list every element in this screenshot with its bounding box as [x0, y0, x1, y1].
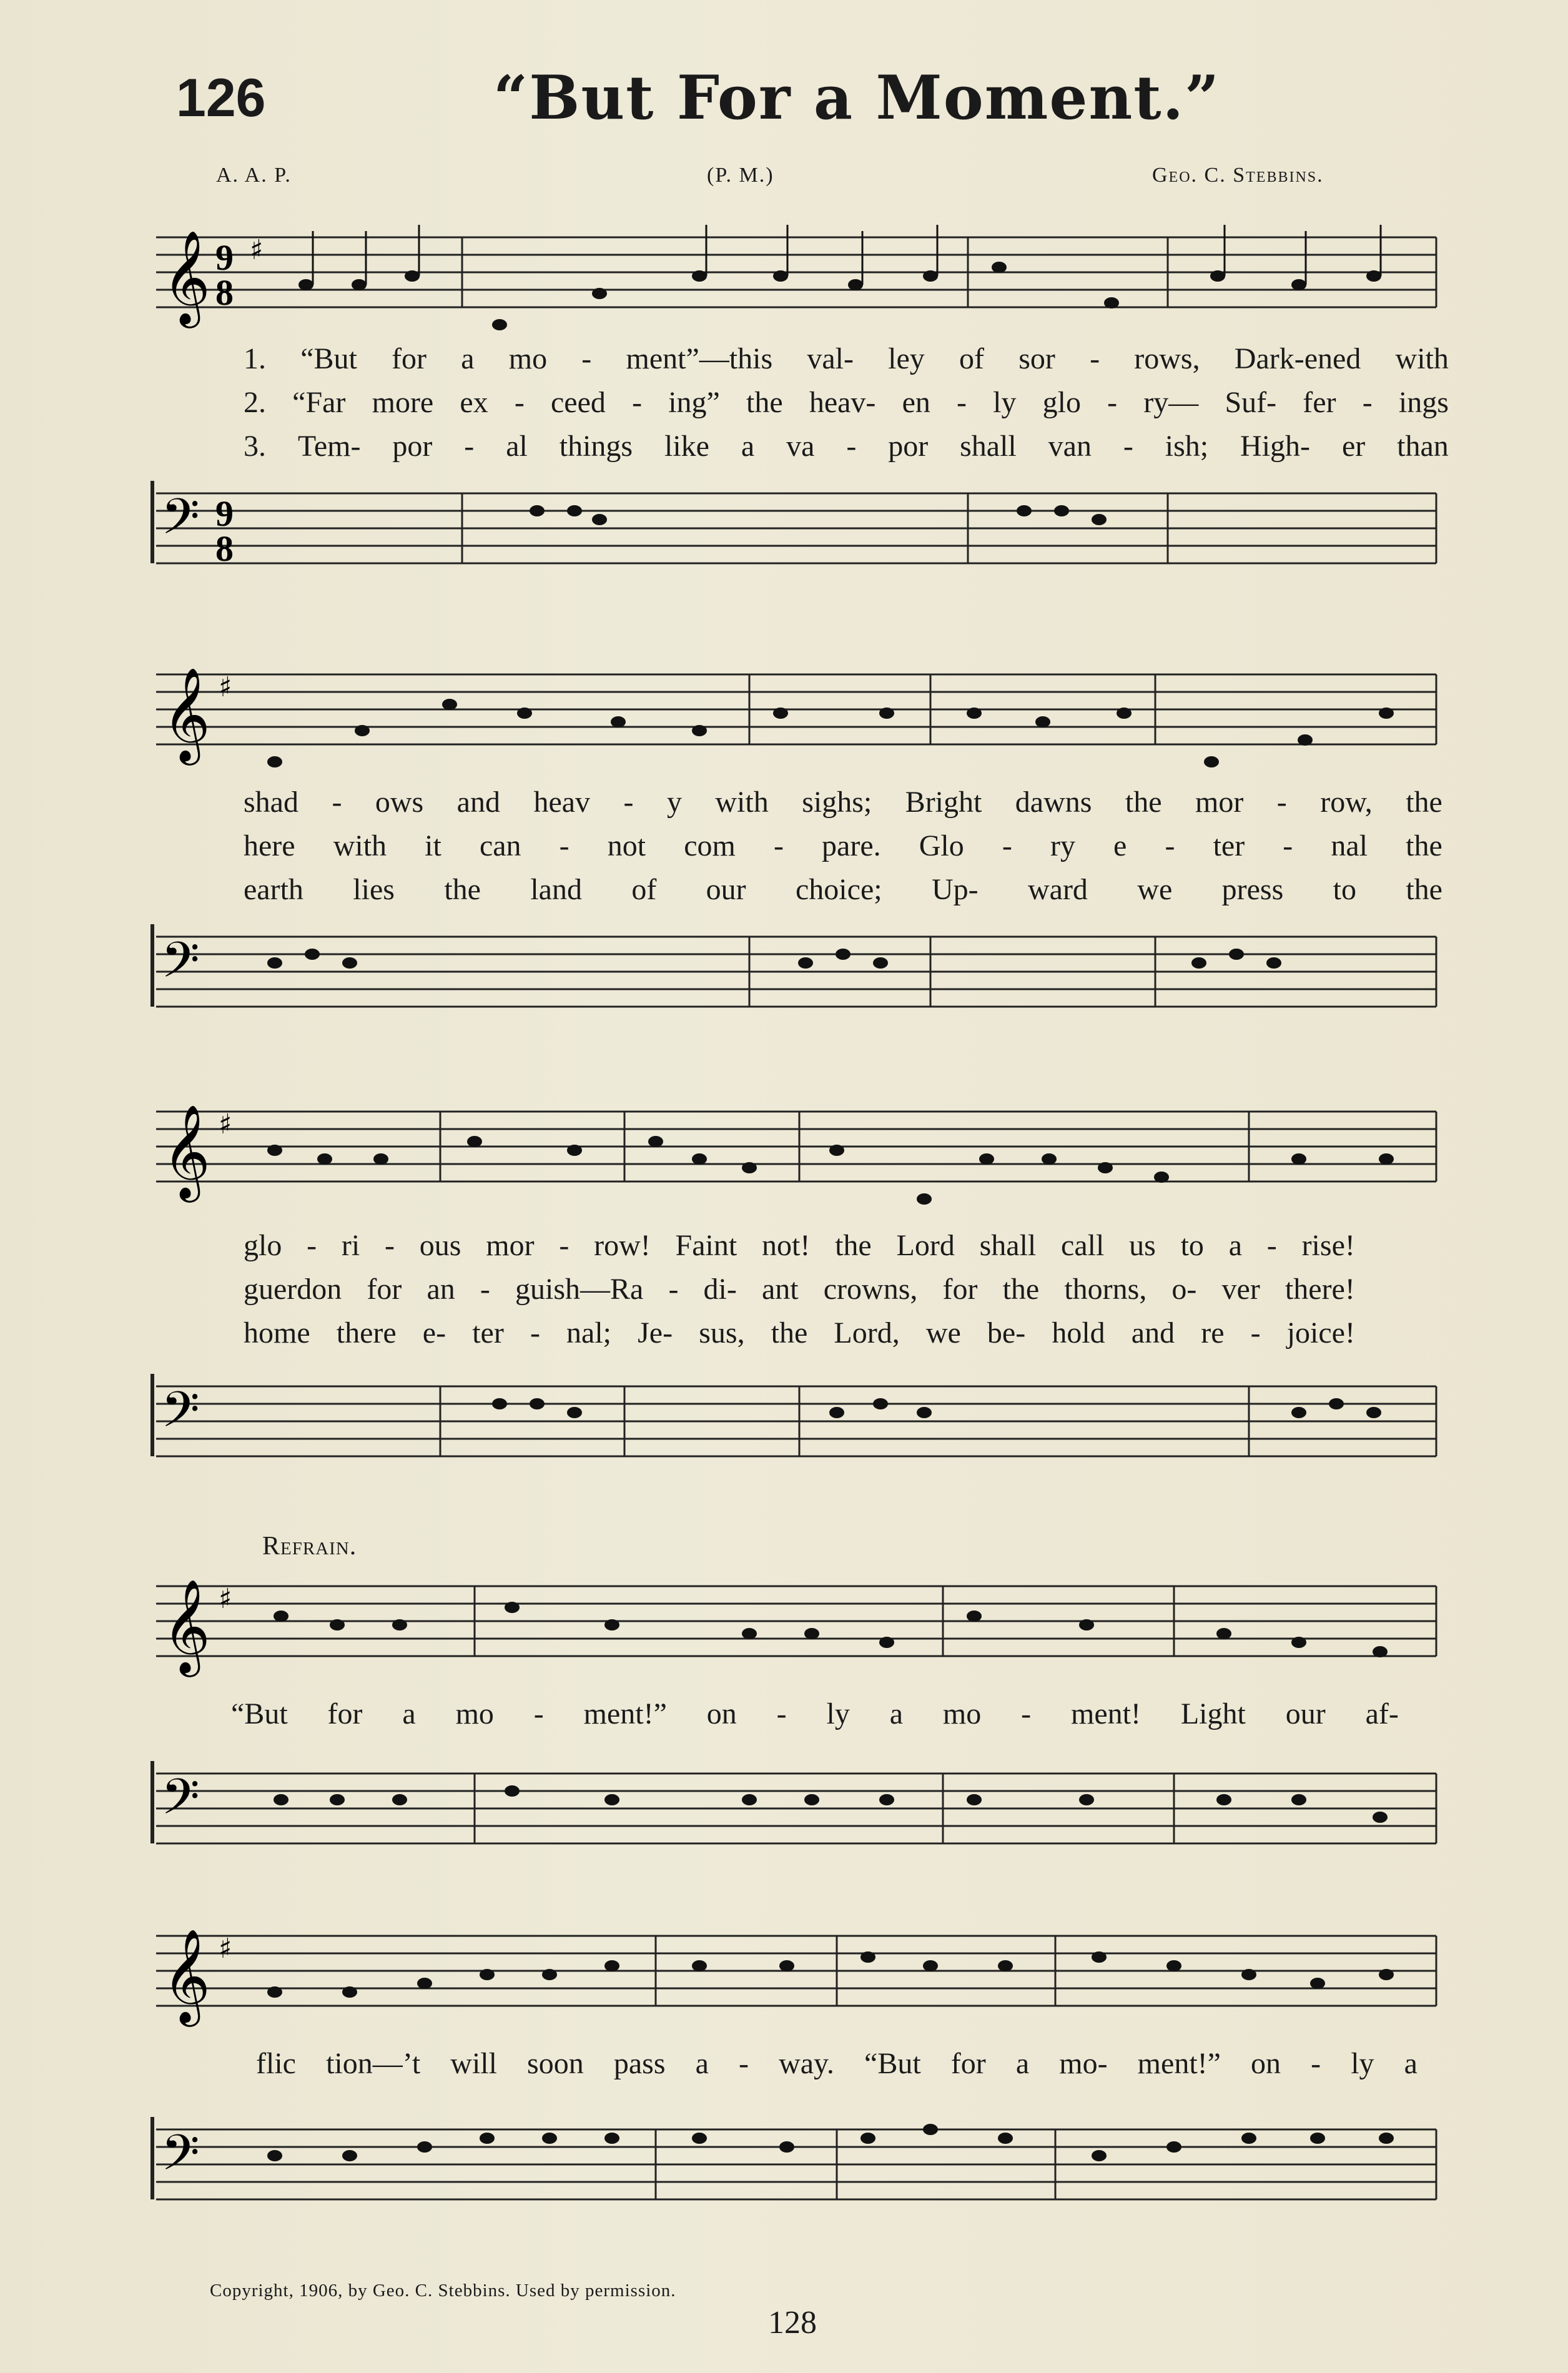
lyric-syllable: heav- — [809, 386, 876, 419]
lyric-syllable: ly — [993, 386, 1017, 419]
lyric-syllable: - — [1090, 342, 1100, 375]
lyric-syllable: a — [741, 430, 755, 463]
lyric-syllable: guerdon — [244, 1273, 342, 1306]
lyric-syllable: the — [1406, 829, 1442, 862]
lyric-syllable: shall — [960, 430, 1017, 463]
treble-staff — [150, 225, 1442, 343]
bass-staff — [150, 2117, 1442, 2229]
lyric-syllable: - — [1250, 1316, 1261, 1349]
lyric-syllable: - — [385, 1229, 395, 1262]
lyric-syllable: shall — [979, 1229, 1037, 1262]
lyric-syllable: rise! — [1301, 1229, 1355, 1262]
lyric-syllable: sor — [1018, 342, 1055, 375]
lyric-syllable: a — [695, 2047, 709, 2080]
lyric-syllable: us — [1129, 1229, 1156, 1262]
lyric-syllable: Lord — [896, 1229, 955, 1262]
lyric-syllable: - — [480, 1273, 490, 1306]
music-system-1 — [150, 212, 1449, 612]
treble-clef-icon: 𝄞 — [162, 1928, 210, 2023]
lyric-syllable: - — [464, 430, 475, 463]
lyric-syllable: not! — [761, 1229, 811, 1262]
lyric-syllable: - — [1021, 1697, 1032, 1730]
refrain-lyrics — [231, 1692, 1399, 1736]
lyric-syllable: “But — [300, 342, 357, 375]
bass-staff — [150, 924, 1442, 1037]
lyric-syllable: 2. — [244, 386, 266, 419]
bass-staff — [150, 1761, 1442, 1873]
lyric-syllable: - — [776, 1697, 787, 1730]
lyric-syllable: Bright — [905, 786, 982, 819]
lyric-syllable: mo — [942, 1697, 982, 1730]
lyric-syllable: - — [1002, 829, 1012, 862]
lyric-syllable: of — [631, 873, 657, 906]
verse-lyrics — [244, 337, 1449, 468]
lyric-syllable: of — [959, 342, 984, 375]
svg-text:♯: ♯ — [219, 1933, 232, 1965]
lyric-syllable: - — [514, 386, 525, 419]
lyric-syllable: mo — [508, 342, 548, 375]
lyric-syllable: Up- — [931, 873, 979, 906]
lyric-syllable: di- — [703, 1273, 737, 1306]
lyric-syllable: en — [902, 386, 930, 419]
lyric-syllable: High- — [1240, 430, 1311, 463]
lyric-syllable: press — [1221, 873, 1284, 906]
lyric-syllable: lies — [353, 873, 395, 906]
lyric-syllable: ly — [1351, 2047, 1374, 2080]
page-number: 128 — [768, 2305, 817, 2341]
lyric-syllable: soon — [527, 2047, 584, 2080]
lyric-syllable: here — [244, 829, 295, 862]
lyric-syllable: val- — [807, 342, 854, 375]
bass-staff — [150, 1374, 1442, 1486]
lyric-syllable: - — [668, 1273, 679, 1306]
lyric-syllable: tion—’t — [326, 2047, 421, 2080]
lyric-syllable: - — [1311, 2047, 1321, 2080]
lyric-syllable: hold — [1052, 1316, 1105, 1349]
lyric-syllable: our — [1285, 1697, 1326, 1730]
lyric-syllable: flic — [256, 2047, 296, 2080]
lyric-syllable: a — [402, 1697, 416, 1730]
lyric-syllable: for — [950, 2047, 986, 2080]
lyric-syllable: ver — [1221, 1273, 1260, 1306]
bass-clef-icon: 𝄢 — [161, 931, 200, 1001]
lyric-syllable: it — [425, 829, 441, 862]
lyric-syllable: there — [336, 1316, 397, 1349]
lyric-syllable: Je- — [638, 1316, 673, 1349]
lyric-syllable: with — [333, 829, 387, 862]
lyric-syllable: - — [739, 2047, 749, 2080]
lyric-syllable: - — [1266, 1229, 1277, 1262]
lyric-syllable: we — [925, 1316, 961, 1349]
lyric-syllable: ter — [1213, 829, 1245, 862]
treble-staff — [150, 1923, 1442, 2042]
lyric-syllable: mor — [1195, 786, 1244, 819]
lyric-syllable: ex — [460, 386, 488, 419]
lyric-syllable: dawns — [1015, 786, 1092, 819]
lyric-syllable: ows — [375, 786, 424, 819]
lyric-syllable: glo — [1042, 386, 1082, 419]
bass-clef-icon: 𝄢 — [161, 1768, 200, 1838]
lyric-line-verse-1 — [244, 781, 1442, 824]
lyric-syllable: glo — [244, 1229, 282, 1262]
lyric-line-verse-3 — [244, 1311, 1355, 1355]
bass-staff — [150, 481, 1442, 593]
lyric-syllable: sus, — [699, 1316, 745, 1349]
lyric-syllable: - — [559, 829, 570, 862]
lyric-syllable: and — [456, 786, 500, 819]
lyric-syllable: “But — [231, 1697, 288, 1730]
lyric-syllable: “But — [864, 2047, 921, 2080]
lyric-syllable: mor — [486, 1229, 535, 1262]
lyric-line-verse-2 — [244, 1268, 1355, 1311]
lyric-syllable: on — [1251, 2047, 1281, 2080]
lyric-syllable: the — [746, 386, 783, 419]
lyric-syllable: heav — [533, 786, 591, 819]
lyric-syllable: mo — [455, 1697, 494, 1730]
lyric-syllable: the — [771, 1316, 808, 1349]
lyric-syllable: not — [607, 829, 646, 862]
treble-staff — [150, 1574, 1442, 1692]
svg-text:♯: ♯ — [219, 1583, 232, 1615]
refrain-label: Refrain. — [262, 1532, 357, 1561]
lyric-syllable: Glo — [919, 829, 964, 862]
lyric-syllable: ing” — [668, 386, 720, 419]
lyric-syllable: an — [427, 1273, 455, 1306]
lyric-syllable: va — [786, 430, 815, 463]
lyric-syllable: joice! — [1286, 1316, 1355, 1349]
lyric-syllable: nal; — [566, 1316, 612, 1349]
treble-staff — [150, 662, 1442, 781]
lyric-syllable: ous — [419, 1229, 461, 1262]
lyric-syllable: row! — [594, 1229, 651, 1262]
treble-clef-icon: 𝄞 — [162, 229, 210, 324]
lyric-syllable: crowns, — [823, 1273, 918, 1306]
lyric-syllable: - — [1123, 430, 1133, 463]
lyric-syllable: - — [1362, 386, 1373, 419]
meter-label: (P. M.) — [707, 164, 774, 187]
lyric-syllable: pass — [613, 2047, 666, 2080]
lyric-syllable: more — [372, 386, 434, 419]
lyric-syllable: thorns, — [1064, 1273, 1147, 1306]
lyric-syllable: choice; — [796, 873, 882, 906]
lyric-syllable: the — [444, 873, 481, 906]
bass-clef-icon: 𝄢 — [161, 488, 200, 558]
lyric-syllable: o- — [1171, 1273, 1197, 1306]
lyric-syllable: nal — [1331, 829, 1368, 862]
lyric-syllable: for — [367, 1273, 402, 1306]
svg-text:9: 9 — [215, 493, 234, 534]
lyric-syllable: ish; — [1165, 430, 1209, 463]
lyric-syllable: er — [1341, 430, 1366, 463]
lyric-syllable: e- — [422, 1316, 446, 1349]
lyric-syllable: earth — [244, 873, 303, 906]
lyric-syllable: can — [479, 829, 521, 862]
lyric-syllable: re — [1201, 1316, 1225, 1349]
verse-lyrics — [244, 1224, 1355, 1355]
bass-staff-lines — [150, 481, 1442, 593]
lyric-syllable: - — [957, 386, 967, 419]
lyric-syllable: - — [530, 1316, 540, 1349]
lyric-syllable: the — [1406, 786, 1442, 819]
lyric-syllable: fer — [1303, 386, 1336, 419]
verse-lyrics — [244, 781, 1442, 912]
lyric-syllable: - — [533, 1697, 544, 1730]
lyric-syllable: for — [392, 342, 427, 375]
lyric-syllable: af- — [1365, 1697, 1399, 1730]
lyric-syllable: ri — [341, 1229, 360, 1262]
lyric-syllable: - — [1283, 829, 1293, 862]
lyric-syllable: the — [1002, 1273, 1040, 1306]
lyric-syllable: - — [1276, 786, 1287, 819]
lyric-syllable: Faint — [675, 1229, 737, 1262]
lyric-syllable: “Far — [292, 386, 346, 419]
lyric-line-verse-2 — [244, 381, 1449, 425]
lyric-syllable: ment”—this — [626, 342, 773, 375]
lyric-syllable: there! — [1284, 1273, 1355, 1306]
treble-clef-icon: 𝄞 — [162, 1103, 210, 1198]
lyric-syllable: with — [1395, 342, 1449, 375]
lyric-syllable: e — [1113, 829, 1127, 862]
lyric-syllable: a — [1404, 2047, 1418, 2080]
lyric-syllable: y — [666, 786, 682, 819]
lyric-syllable: ry— — [1143, 386, 1199, 419]
lyric-syllable: - — [581, 342, 592, 375]
lyric-syllable: home — [244, 1316, 310, 1349]
lyric-syllable: ment! — [1071, 1697, 1141, 1730]
lyric-syllable: with — [715, 786, 769, 819]
treble-staff — [150, 1099, 1442, 1218]
lyric-syllable: things — [559, 430, 633, 463]
lyric-syllable: Tem- — [297, 430, 361, 463]
composer-credit: Geo. C. Stebbins. — [1152, 164, 1324, 187]
svg-text:♯: ♯ — [250, 234, 264, 266]
lyric-syllable: Lord, — [834, 1316, 900, 1349]
lyric-syllable: al — [506, 430, 528, 463]
lyric-syllable: our — [706, 873, 746, 906]
lyric-syllable: than — [1397, 430, 1449, 463]
refrain-lyrics — [256, 2042, 1418, 2086]
treble-clef-icon: 𝄞 — [162, 1578, 210, 1673]
lyric-syllable: the — [835, 1229, 872, 1262]
svg-text:9: 9 — [215, 237, 234, 278]
treble-staff-lines — [150, 225, 1442, 343]
lyric-line-verse-2 — [244, 824, 1442, 868]
lyric-syllable: on — [706, 1697, 737, 1730]
lyric-syllable: like — [664, 430, 709, 463]
lyric-line-refrain — [256, 2042, 1418, 2086]
lyric-syllable: Suf- — [1225, 386, 1277, 419]
lyricist-credit: A. A. P. — [216, 164, 292, 187]
lyric-syllable: way. — [779, 2047, 834, 2080]
lyric-syllable: a — [1015, 2047, 1030, 2080]
lyric-syllable: to — [1333, 873, 1356, 906]
lyric-syllable: the — [1125, 786, 1162, 819]
lyric-syllable: call — [1061, 1229, 1105, 1262]
lyric-syllable: - — [1165, 829, 1175, 862]
lyric-syllable: rows, — [1134, 342, 1200, 375]
lyric-line-verse-1 — [244, 1224, 1355, 1268]
hymn-title: “But For a Moment.” — [493, 62, 1221, 133]
lyric-syllable: pare. — [822, 829, 881, 862]
lyric-syllable: - — [1107, 386, 1118, 419]
lyric-syllable: - — [307, 1229, 317, 1262]
lyric-syllable: 1. — [244, 342, 266, 375]
lyric-syllable: guish—Ra — [515, 1273, 644, 1306]
lyric-line-refrain — [231, 1692, 1399, 1736]
lyric-syllable: ment!” — [583, 1697, 667, 1730]
lyric-syllable: - — [623, 786, 634, 819]
svg-text:♯: ♯ — [219, 671, 232, 703]
lyric-line-verse-3 — [244, 868, 1442, 912]
bass-clef-icon: 𝄢 — [161, 1381, 200, 1451]
treble-clef-icon: 𝄞 — [162, 666, 210, 761]
lyric-syllable: por — [888, 430, 929, 463]
lyric-syllable: ter — [472, 1316, 504, 1349]
lyric-syllable: shad — [244, 786, 298, 819]
bass-clef-icon: 𝄢 — [161, 2124, 200, 2194]
lyric-syllable: por — [392, 430, 433, 463]
lyric-syllable: van — [1048, 430, 1092, 463]
music-system-5 — [150, 1911, 1442, 2248]
lyric-syllable: ment!” — [1137, 2047, 1221, 2080]
svg-text:8: 8 — [215, 528, 234, 569]
lyric-syllable: ant — [761, 1273, 799, 1306]
lyric-syllable: a — [889, 1697, 904, 1730]
lyric-syllable: the — [1406, 873, 1442, 906]
lyric-syllable: sighs; — [802, 786, 872, 819]
svg-text:8: 8 — [215, 272, 234, 313]
music-system-4-refrain — [150, 1561, 1442, 1886]
lyric-line-verse-3 — [244, 425, 1449, 468]
lyric-syllable: we — [1137, 873, 1173, 906]
lyric-syllable: - — [846, 430, 857, 463]
lyric-syllable: row, — [1320, 786, 1373, 819]
lyric-syllable: - — [773, 829, 784, 862]
svg-text:♯: ♯ — [219, 1108, 232, 1140]
lyric-syllable: com — [684, 829, 736, 862]
music-system-2 — [150, 649, 1442, 1049]
lyric-syllable: a — [1228, 1229, 1243, 1262]
lyric-syllable: Dark-ened — [1234, 342, 1361, 375]
lyric-syllable: land — [530, 873, 582, 906]
lyric-syllable: - — [632, 386, 643, 419]
lyric-syllable: ley — [888, 342, 925, 375]
lyric-syllable: ly — [826, 1697, 850, 1730]
lyric-syllable: Light — [1180, 1697, 1246, 1730]
lyric-syllable: a — [461, 342, 475, 375]
lyric-syllable: will — [450, 2047, 497, 2080]
lyric-line-verse-1 — [244, 337, 1449, 381]
lyric-syllable: - — [559, 1229, 570, 1262]
lyric-syllable: ward — [1027, 873, 1088, 906]
lyric-syllable: ry — [1050, 829, 1075, 862]
lyric-syllable: mo- — [1059, 2047, 1108, 2080]
lyric-syllable: be- — [987, 1316, 1026, 1349]
lyric-syllable: ceed — [551, 386, 606, 419]
copyright-notice: Copyright, 1906, by Geo. C. Stebbins. Used by permission. — [210, 2281, 676, 2301]
hymn-number: 126 — [176, 68, 266, 128]
lyric-syllable: ings — [1398, 386, 1449, 419]
lyric-syllable: for — [942, 1273, 978, 1306]
lyric-syllable: to — [1180, 1229, 1204, 1262]
lyric-syllable: for — [327, 1697, 363, 1730]
lyric-syllable: - — [332, 786, 342, 819]
music-system-3 — [150, 1087, 1442, 1511]
lyric-syllable: 3. — [244, 430, 266, 463]
lyric-syllable: and — [1131, 1316, 1175, 1349]
